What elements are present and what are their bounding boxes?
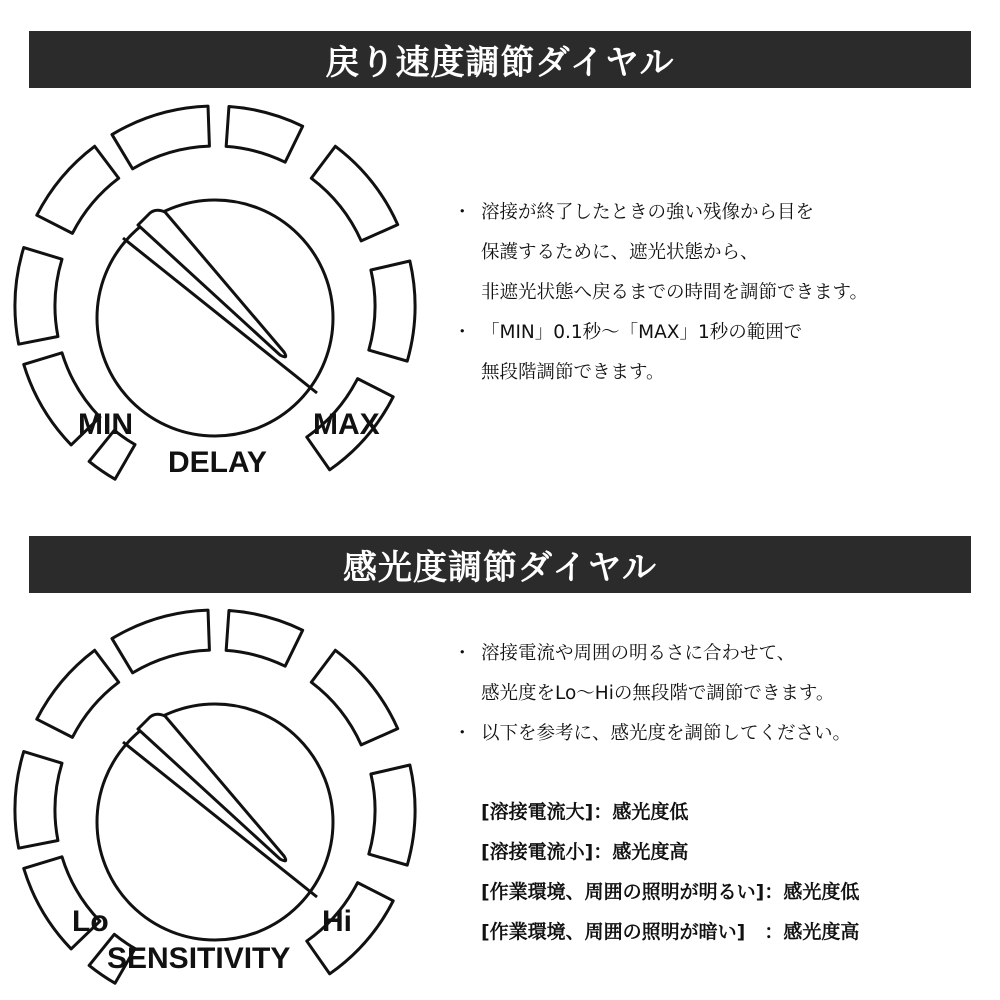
bullet-mark: ・ [453,202,472,223]
delay-section-title-bar [29,31,971,88]
bullet-text-continuation: 保護するために、遮光状態から、 [481,242,759,263]
list-item [453,634,859,674]
dial-scale-segment [112,610,209,673]
dial-scale-segment [226,106,303,162]
sensitivity-lo-label: Lo [72,905,109,938]
sensitivity-description [453,634,859,952]
dial-scale-segment [369,261,415,361]
sensitivity-dial-name: SENSITIVITY [107,942,291,975]
bullet-mark: ・ [453,322,472,343]
delay-dial-name: DELAY [168,446,267,479]
guide-item: [作業環境、周囲の照明が明るい]：感光度低 [481,881,860,903]
list-item [453,193,868,233]
dial-knob[interactable] [97,704,333,940]
sensitivity-section-title: 感光度調節ダイヤル [343,548,657,588]
delay-min-label: MIN [78,408,133,441]
bullet-text-continuation: 感光度をLo〜Hiの無段階で調節できます。 [481,683,835,704]
bullet-text-continuation: 無段階調節できます。 [481,362,665,383]
guide-item: [作業環境、周囲の照明が暗い] ：感光度高 [481,921,860,943]
guide-item: [溶接電流大]：感光度低 [481,801,689,823]
dial-scale-segment [226,610,303,666]
bullet-text: 溶接電流や周囲の明るさに合わせて、 [481,643,796,664]
dial-knob[interactable] [97,200,333,436]
delay-max-label: MAX [313,408,380,441]
delay-section-title: 戻り速度調節ダイヤル [325,43,675,83]
dial-scale-segment [311,146,397,241]
dial-scale-segment [15,248,62,345]
dial-scale-segment [369,765,415,865]
bullet-text: 「MIN」0.1秒〜「MAX」1秒の範囲で [481,322,803,343]
bullet-mark: ・ [453,723,472,744]
dial-scale-segment [15,752,62,849]
bullet-text-continuation: 非遮光状態へ戻るまでの時間を調節できます。 [481,282,869,303]
bullet-mark: ・ [453,643,472,664]
dial-scale-segment [311,650,397,745]
dial-scale-segment [112,106,209,169]
sensitivity-section-title-bar [29,536,971,593]
delay-description [453,193,868,393]
bullet-text: 溶接が終了したときの強い残像から目を [481,202,815,223]
list-item [453,313,868,353]
guide-item: [溶接電流小]：感光度高 [481,841,689,863]
sensitivity-hi-label: Hi [322,905,352,938]
list-item [453,714,859,754]
bullet-text: 以下を参考に、感光度を調節してください。 [481,723,852,744]
dial-scale-segment [37,146,119,233]
dial-scale-segment [37,650,119,737]
